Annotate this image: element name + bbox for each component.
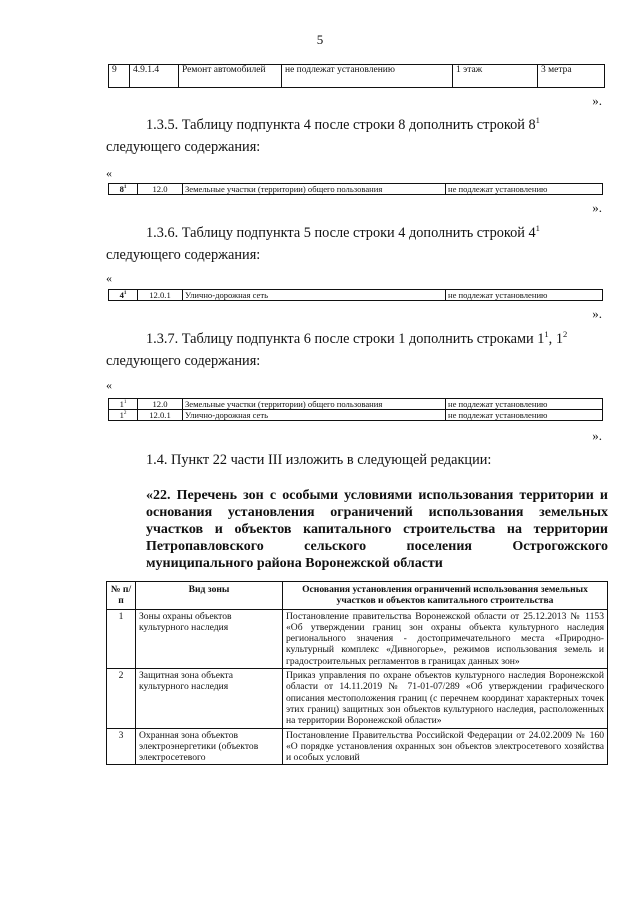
paragraph-1-4 xyxy=(106,449,606,471)
table-cell: Охранная зона объектов электроэнергетики (объектов электросетевого xyxy=(136,728,283,765)
paragraph-text: следующего содержания: xyxy=(106,247,261,263)
opening-quote: « xyxy=(106,378,112,392)
table-row xyxy=(109,290,603,301)
opening-quote: « xyxy=(106,166,112,180)
column-header: Вид зоны xyxy=(136,582,283,610)
table-row xyxy=(107,728,608,765)
table-cell: $1^2$ xyxy=(109,410,138,421)
table-cell: 12.0 xyxy=(138,184,183,195)
table-cell: не подлежат установлению xyxy=(446,290,603,301)
closing-quote: ». xyxy=(592,306,602,321)
table-cell: $8^1$ xyxy=(109,184,138,195)
table-cell: 4.9.1.4 xyxy=(130,65,179,88)
paragraph-text: следующего содержания: xyxy=(106,139,261,155)
heading-text: «22. Перечень зон с особыми условиями использования территории и основания установления ограничений использования земельных участков и объектов капитального строительства на территории Петропавловского сельского поселения Острогожского муниципального района Воронежской области xyxy=(146,488,608,571)
table-row xyxy=(109,184,603,195)
table-cell: Приказ управления по охране объектов культурного наследия Воронежской области от 14.11.2019 № 71-01-07/289 «Об утверждении графического описания местоположения границ (с перечнем координат характерных точек этих границ) защитных зон объектов культурного наследия, расположенных на территории Воронежской области» xyxy=(283,669,608,728)
table-cell: Постановление Правительства Российской Федерации от 24.02.2009 № 160 «О порядке установления охранных зон объектов электросетевого хозяйства и особых условий xyxy=(283,728,608,765)
paragraph-text: 1.3.7. Таблицу подпункта 6 после строки 1 дополнить строками 1 xyxy=(146,331,545,347)
page-number: 5 xyxy=(316,32,324,47)
table-cell: Земельные участки (территории) общего пользования xyxy=(183,399,446,410)
paragraph-1-3-5 xyxy=(106,114,606,158)
opening-quote: « xyxy=(106,271,112,285)
table-row xyxy=(107,669,608,728)
table-cell: Ремонт автомобилей xyxy=(179,65,282,88)
table-cell: не подлежат установлению xyxy=(446,410,603,421)
paragraph-1-3-6 xyxy=(106,222,606,266)
table-cell: 9 xyxy=(109,65,130,88)
table-row xyxy=(109,410,603,421)
table-row xyxy=(107,609,608,668)
continuation-table xyxy=(108,64,605,88)
table-cell: 3 метра xyxy=(538,65,605,88)
table-cell: $4^1$ xyxy=(109,290,138,301)
table-row xyxy=(109,65,605,88)
table-row xyxy=(109,399,603,410)
insert-table-1-1-1-2 xyxy=(108,398,603,421)
paragraph-1-3-7 xyxy=(106,328,606,372)
paragraph-text: следующего содержания: xyxy=(106,353,261,369)
closing-quote: ». xyxy=(592,428,602,443)
table-cell: 3 xyxy=(107,728,136,765)
table-cell: 2 xyxy=(107,669,136,728)
table-cell: $1^1$ xyxy=(109,399,138,410)
table-cell: 12.0 xyxy=(138,399,183,410)
table-cell: 1 xyxy=(107,609,136,668)
column-header: Основания установления ограничений использования земельных участков и объектов капитального строительства xyxy=(283,582,608,610)
superscript: 1 xyxy=(544,329,549,340)
table-cell: 12.0.1 xyxy=(138,410,183,421)
superscript: 1 xyxy=(535,115,540,126)
table-cell: Улично-дорожная сеть xyxy=(183,410,446,421)
paragraph-text: 1.3.6. Таблицу подпункта 5 после строки 4 дополнить строкой 4 xyxy=(146,225,536,241)
closing-quote: ». xyxy=(592,93,602,108)
table-cell: Зоны охраны объектов культурного наследия xyxy=(136,609,283,668)
superscript: 1 xyxy=(535,223,540,234)
table-cell: Постановление правительства Воронежской области от 25.12.2013 № 1153 «Об утверждении границ зон охраны объекта культурного наследия регионального значения - достопримечательного места «Природно-культурный комплекс «Дивногорье», режимов использования земель и градостроительных регламентов в границах данных зон» xyxy=(283,609,608,668)
closing-quote: ». xyxy=(592,200,602,215)
paragraph-text: 1.4. Пункт 22 части III изложить в следующей редакции: xyxy=(146,452,492,468)
superscript: 2 xyxy=(562,329,568,340)
zones-table xyxy=(106,581,608,765)
table-header-row xyxy=(107,582,608,610)
insert-table-8-1 xyxy=(108,183,603,195)
table-cell: Земельные участки (территории) общего пользования xyxy=(183,184,446,195)
table-cell: не подлежат установлению xyxy=(446,184,603,195)
paragraph-text: , 1 xyxy=(548,331,563,347)
table-cell: 12.0.1 xyxy=(138,290,183,301)
insert-table-4-1 xyxy=(108,289,603,301)
table-cell: Защитная зона объекта культурного наследия xyxy=(136,669,283,728)
table-cell: не подлежат установлению xyxy=(282,65,453,88)
column-header: № п/п xyxy=(107,582,136,610)
paragraph-text: 1.3.5. Таблицу подпункта 4 после строки 8 дополнить строкой 8 xyxy=(146,117,536,133)
section-22-heading xyxy=(106,487,608,572)
table-cell: Улично-дорожная сеть xyxy=(183,290,446,301)
table-cell: 1 этаж xyxy=(453,65,538,88)
table-cell: не подлежат установлению xyxy=(446,399,603,410)
